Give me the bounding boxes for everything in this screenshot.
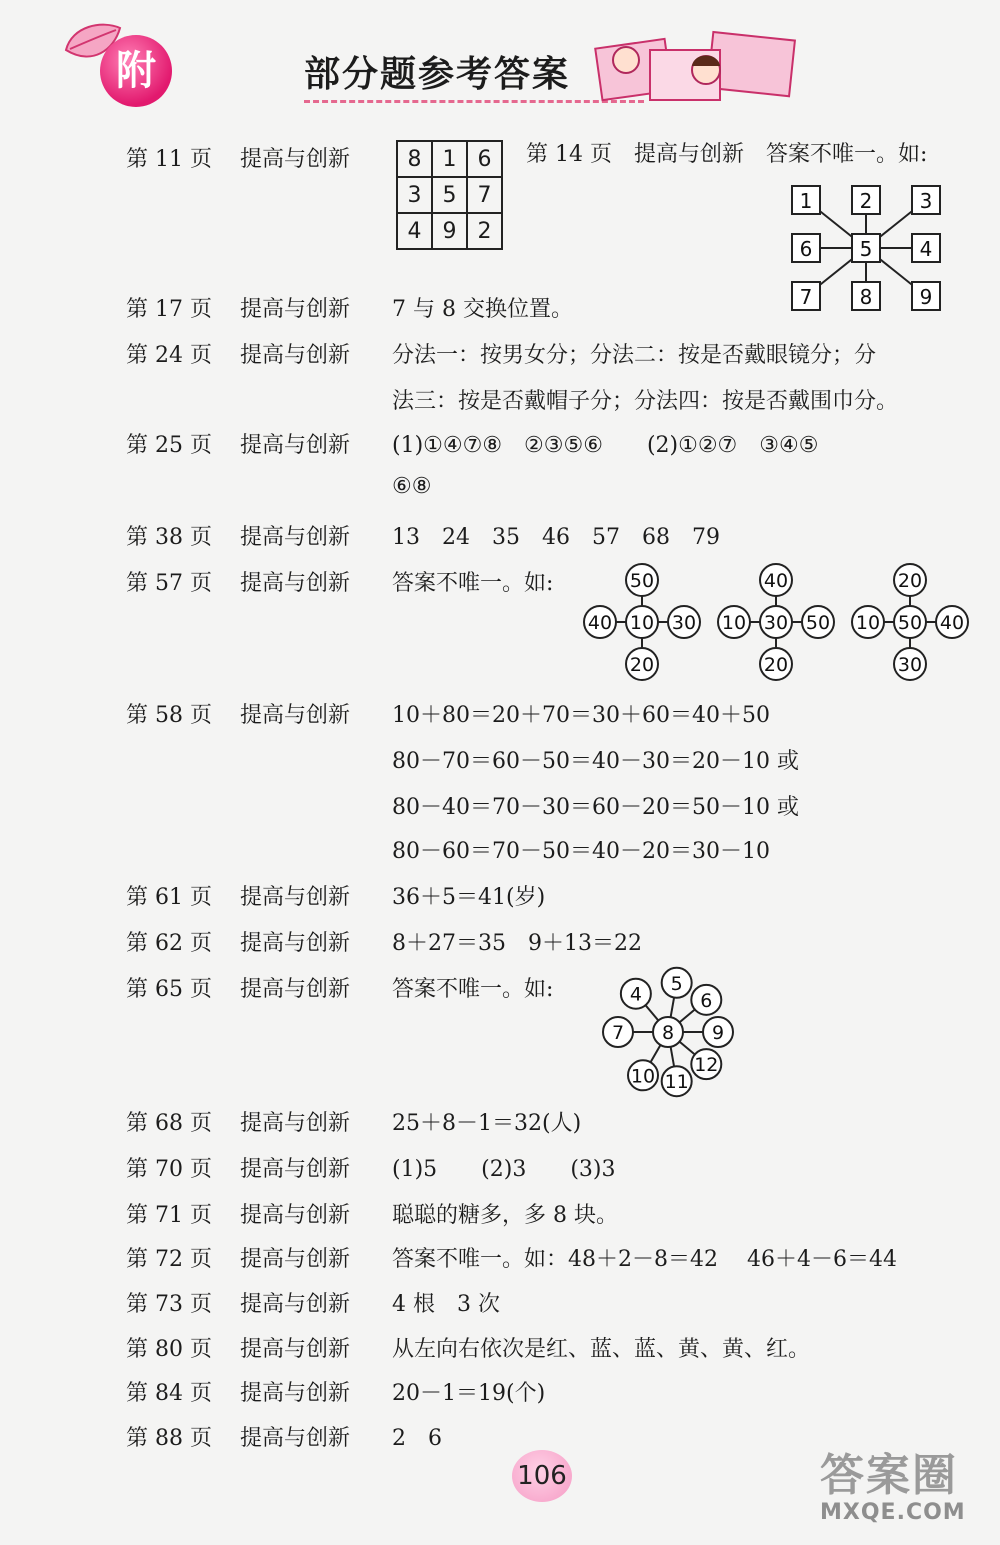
svg-text:50: 50 [629,570,655,592]
answer-text: (1)①④⑦⑧ ②③⑤⑥ (2)①②⑦ ③④⑤ [392,433,819,458]
watermark-logo [820,1452,966,1525]
section-label: 提高与创新 [634,142,745,167]
page-title: 部分题参考答案 [304,53,571,95]
watermark-text: 答案圈 [820,1450,958,1501]
answer-text: 20－1＝19(个) [392,1381,546,1406]
answer-text: 答案不唯一。如: [392,977,554,1002]
star-node: 6 [799,237,813,261]
page-ref-84: 第 84 页 [126,1381,212,1406]
section-label: 提高与创新 [240,1292,351,1317]
wheel-center [653,1017,683,1047]
page-ref-11: 第 11 页 [126,147,212,172]
answer-text: 25＋8－1＝32(人) [392,1111,582,1136]
answer-text: 法三：按是否戴帽子分；分法四：按是否戴围巾分。 [392,389,899,414]
svg-text:10: 10 [630,1065,656,1088]
section-label: 提高与创新 [240,525,351,550]
cross-diagram [852,564,968,680]
wheel-node [662,968,692,998]
section-label: 提高与创新 [240,977,351,1002]
grid-cell: 9 [432,213,467,249]
wheel-node [603,1017,633,1047]
cross-node-center [894,606,926,638]
section-label: 提高与创新 [240,297,351,322]
grid-cell: 3 [397,177,432,213]
magic-square [396,140,503,250]
answer-text: 答案不唯一。如：48＋2－8＝42 46＋4－6＝44 [392,1247,897,1272]
svg-text:10: 10 [855,612,881,634]
star-node: 1 [799,189,813,213]
answer-text: 分法一：按男女分；分法二：按是否戴眼镜分；分 [392,343,877,368]
svg-text:40: 40 [587,612,613,634]
section-label: 提高与创新 [240,1157,351,1182]
answer-text: 10＋80＝20＋70＝30＋60＝40＋50 [392,703,770,728]
wheel-node [691,1049,721,1079]
answer-text: 4 根 3 次 [392,1292,500,1317]
svg-text:10: 10 [629,612,655,634]
svg-text:30: 30 [671,612,697,634]
cross-node-top [894,564,926,596]
page-ref-80: 第 80 页 [126,1337,212,1362]
section-label: 提高与创新 [240,703,351,728]
section-label: 提高与创新 [240,571,351,596]
section-label: 提高与创新 [240,1337,351,1362]
star-center: 5 [859,237,873,261]
svg-text:40: 40 [939,612,965,634]
svg-text:50: 50 [805,612,831,634]
page-ref-72: 第 72 页 [126,1247,212,1272]
cross-node-center [760,606,792,638]
star-node: 2 [859,189,873,213]
page-ref-65: 第 65 页 [126,977,212,1002]
star-node: 3 [919,189,933,213]
cross-node-right [668,606,700,638]
svg-text:30: 30 [897,654,923,676]
grid-cell: 4 [397,213,432,249]
page-ref-57: 第 57 页 [126,571,212,596]
wheel-node [691,985,721,1015]
page-ref-71: 第 71 页 [126,1203,212,1228]
page-ref-24: 第 24 页 [126,343,212,368]
section-label: 提高与创新 [240,1247,351,1272]
svg-text:40: 40 [763,570,789,592]
wheel-node [621,979,651,1009]
answer-text: 80－60＝70－50＝40－20＝30－10 [392,839,770,864]
svg-text:4: 4 [629,983,642,1006]
answer-text: 7 与 8 交换位置。 [392,297,573,322]
answer-text: 答案不唯一。如: [392,571,554,596]
grid-cell: 6 [467,141,502,177]
cross-node-right [936,606,968,638]
cross-node-bottom [760,648,792,680]
cross-node-bottom [626,648,658,680]
grid-cell: 8 [397,141,432,177]
answer-text: 从左向右依次是红、蓝、蓝、黄、黄、红。 [392,1337,811,1362]
svg-text:6: 6 [700,989,713,1012]
page-ref-73: 第 73 页 [126,1292,212,1317]
star-node: 7 [799,285,813,309]
wheel-node [628,1060,658,1090]
cross-diagram [584,564,700,680]
cross-node-top [626,564,658,596]
section-label: 提高与创新 [240,1203,351,1228]
svg-text:5: 5 [670,972,683,995]
section-label: 提高与创新 [240,885,351,910]
answer-text: 2 6 [392,1426,442,1451]
section-label: 提高与创新 [240,931,351,956]
page-ref-62: 第 62 页 [126,931,212,956]
page-ref-14 [526,140,927,170]
wheel-diagram-65 [584,964,754,1100]
star-node: 8 [859,285,873,309]
cross-node-left [584,606,616,638]
svg-text:7: 7 [611,1022,625,1044]
cross-diagram [718,564,834,680]
cross-node-right [802,606,834,638]
cross-node-center [626,606,658,638]
svg-text:10: 10 [721,612,747,634]
grid-cell: 7 [467,177,502,213]
svg-text:20: 20 [763,654,789,676]
answer-text: 答案不唯一。如: [766,142,928,167]
appendix-badge: 附 [100,35,172,107]
page-ref-17: 第 17 页 [126,297,212,322]
star-node: 4 [919,237,933,261]
section-label: 提高与创新 [240,1381,351,1406]
svg-text:30: 30 [763,612,789,634]
grid-cell: 1 [432,141,467,177]
answer-text: 80－70＝60－50＝40－30＝20－10 或 [392,749,799,774]
section-label: 提高与创新 [240,343,351,368]
svg-text:9: 9 [711,1022,725,1044]
cross-node-bottom [894,648,926,680]
grid-cell: 5 [432,177,467,213]
answer-text: 8＋27＝35 9＋13＝22 [392,931,642,956]
svg-text:20: 20 [629,654,655,676]
wheel-node [703,1017,733,1047]
page-ref-70: 第 70 页 [126,1157,212,1182]
answer-text: 13 24 35 46 57 68 79 [392,525,720,550]
kids-reading-illustration [590,26,800,104]
cross-node-top [760,564,792,596]
svg-text:50: 50 [897,612,923,634]
cross-node-left [718,606,750,638]
page-ref-61: 第 61 页 [126,885,212,910]
section-label: 提高与创新 [240,433,351,458]
answer-text: (1)5 (2)3 (3)3 [392,1157,616,1182]
page-ref-58: 第 58 页 [126,703,212,728]
cross-node-left [852,606,884,638]
grid-cell: 2 [467,213,502,249]
section-label: 提高与创新 [240,1426,351,1451]
svg-text:8: 8 [661,1022,675,1044]
page-ref-25: 第 25 页 [126,433,212,458]
cross-diagrams-57 [580,560,980,688]
page-number: 106 [512,1450,572,1502]
star-node: 9 [919,285,933,309]
wheel-node [662,1066,692,1096]
section-label: 提高与创新 [240,1111,351,1136]
answer-text: 36＋5＝41(岁) [392,885,546,910]
section-label: 提高与创新 [240,147,351,172]
star-diagram-14 [786,180,946,316]
page-ref-88: 第 88 页 [126,1426,212,1451]
answer-text: ⑥⑧ [392,474,432,499]
answer-text: 聪聪的糖多，多 8 块。 [392,1203,618,1228]
watermark-url: MXQE.COM [820,1500,966,1525]
answer-text: 80－40＝70－30＝60－20＝50－10 或 [392,795,799,820]
page-ref-38: 第 38 页 [126,525,212,550]
svg-text:11: 11 [664,1071,689,1094]
page-ref-68: 第 68 页 [126,1111,212,1136]
svg-text:12: 12 [694,1054,719,1077]
page-ref-14-label: 第 14 页 [526,142,612,167]
svg-text:20: 20 [897,570,923,592]
